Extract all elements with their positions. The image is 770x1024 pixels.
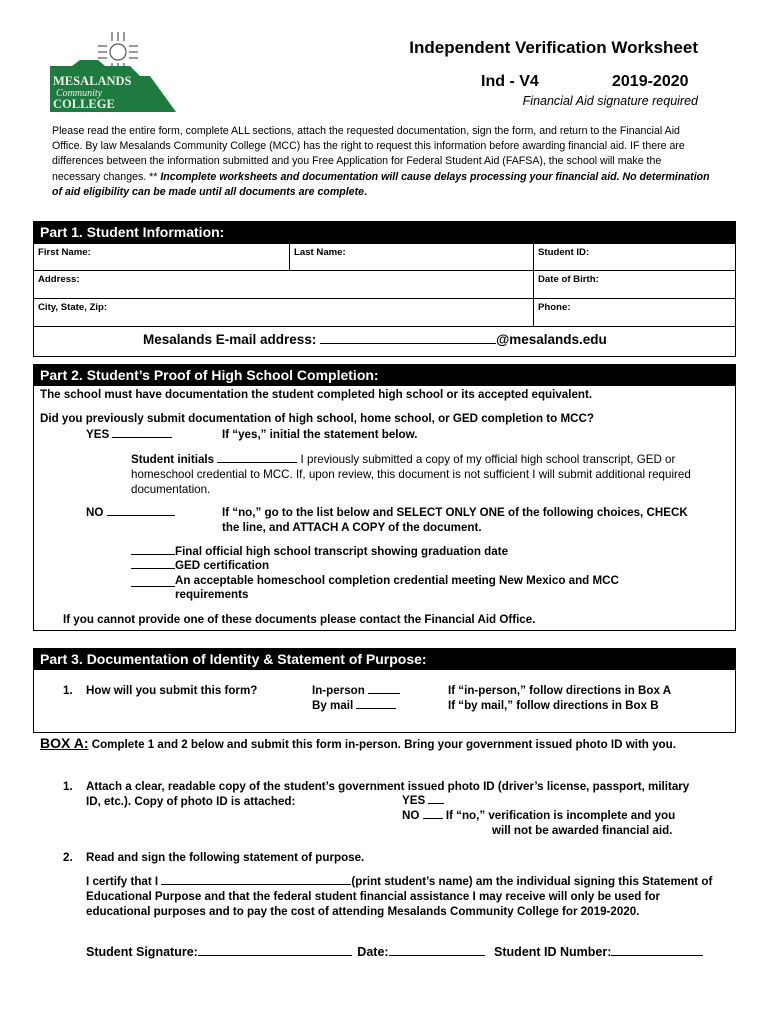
- last-name-field[interactable]: Last Name:: [290, 244, 534, 271]
- date-line[interactable]: [389, 954, 485, 956]
- submit-method-question: How will you submit this form?: [86, 684, 258, 697]
- box-a-instructions: BOX A: Complete 1 and 2 below and submit this form in-person. Bring your government issued photo ID with you.: [40, 735, 676, 751]
- part2-requirement: The school must have documentation the student completed high school or its accepted equivalent.: [40, 388, 593, 401]
- yes-line[interactable]: [112, 436, 172, 438]
- address-field[interactable]: Address:: [34, 271, 534, 299]
- statement-of-purpose: I certify that I (print student’s name) am the individual signing this Statement of Educational Purpose and that the federal student financial assistance I may receive will only be used for educational purposes and to pay the cost of attending Mesalands Community College for 2019-2020.: [86, 875, 713, 919]
- in-person-note: If “in-person,” follow directions in Box A: [448, 684, 672, 697]
- document-choices: [131, 545, 691, 603]
- signature-line[interactable]: [198, 954, 352, 956]
- in-person-option: In-person: [312, 684, 400, 697]
- in-person-line[interactable]: [368, 692, 400, 694]
- part3-header: Part 3. Documentation of Identity & Statement of Purpose:: [33, 648, 736, 670]
- initials-line[interactable]: [217, 461, 297, 463]
- form-code: Ind - V4: [481, 73, 539, 90]
- part2-question: Did you previously submit documentation of high school, home school, or GED completion to MCC?: [40, 412, 594, 425]
- phone-field[interactable]: Phone:: [534, 299, 736, 327]
- email-input[interactable]: [320, 342, 496, 344]
- photo-id-yes: YES: [402, 794, 444, 807]
- svg-text:COLLEGE: COLLEGE: [53, 97, 115, 111]
- photo-id-instruction: Attach a clear, readable copy of the student’s government issued photo ID (driver’s license, passport, military ID, etc.). Copy of photo ID is attached:: [86, 780, 690, 808]
- city-state-zip-field[interactable]: City, State, Zip:: [34, 299, 534, 327]
- choice-line[interactable]: [131, 553, 175, 555]
- part2-no-row: NO: [86, 506, 175, 519]
- student-id-field[interactable]: Student ID:: [534, 244, 736, 271]
- instructions-emphasis: Incomplete worksheets and documentation will cause delays processing your financial aid. No determination of aid eligibility can be made until all documents are complete: [52, 170, 710, 198]
- first-name-field[interactable]: First Name:: [34, 244, 290, 271]
- photo-id-no: NO If “no,” verification is incomplete and you: [402, 809, 676, 822]
- no-line[interactable]: [107, 514, 175, 516]
- signature-row: Student Signature: Date: Student ID Number:: [86, 945, 703, 959]
- no-note: If “no,” go to the list below and SELECT ONLY ONE of the following choices, CHECK the line, and ATTACH A COPY of the document.: [222, 506, 688, 534]
- photo-id-no-line[interactable]: [423, 817, 443, 819]
- choice-line[interactable]: [131, 567, 175, 569]
- box-a-label: BOX A:: [40, 735, 89, 751]
- by-mail-line[interactable]: [356, 707, 396, 709]
- choice-ged: GED certification: [131, 559, 691, 573]
- part2-yes-row: YES: [86, 428, 172, 441]
- svg-text:Community: Community: [56, 88, 103, 99]
- email-row: Mesalands E-mail address: @mesalands.edu: [34, 327, 736, 357]
- logo-text: MESALANDS: [53, 74, 132, 88]
- photo-id-yes-line[interactable]: [428, 802, 444, 804]
- part1-header: Part 1. Student Information:: [33, 221, 736, 243]
- yes-note: If “yes,” initial the statement below.: [222, 428, 418, 441]
- student-info-table: [33, 243, 736, 357]
- instructions: Please read the entire form, complete ALL sections, attach the requested documentation, sign the form, and return to the Financial Aid Office. By law Mesalands Community College (MCC) has the right to request this information before awarding financial aid. IF there are differences between the information submitted and you Free Application for Federal Student Aid (FAFSA), the school will make the necessary changes. ** Incomplete worksheets and documentation will cause delays processing your financial aid. No determination of aid eligibility can be made until all documents are complete.: [52, 125, 710, 198]
- by-mail-note: If “by mail,” follow directions in Box B: [448, 699, 659, 712]
- student-id-line[interactable]: [611, 954, 703, 956]
- by-mail-option: By mail: [312, 699, 396, 712]
- signature-note: Financial Aid signature required: [522, 94, 698, 108]
- initials-statement: Student initials I previously submitted a copy of my official high school transcript, GED or homeschool credential to MCC. If, upon review, this document is not sufficient I will submit additional required documentation.: [131, 453, 691, 496]
- choice-line[interactable]: [131, 574, 175, 587]
- college-logo: [50, 30, 180, 112]
- statement-instruction: Read and sign the following statement of purpose.: [86, 851, 365, 864]
- choice-transcript: Final official high school transcript showing graduation date: [131, 545, 691, 559]
- contact-note: If you cannot provide one of these documents please contact the Financial Aid Office.: [63, 613, 536, 626]
- award-year: 2019-2020: [612, 73, 689, 90]
- student-name-line[interactable]: [161, 883, 351, 885]
- part2-header: Part 2. Student’s Proof of High School Completion:: [33, 364, 736, 386]
- form-title: Independent Verification Worksheet: [409, 38, 698, 57]
- photo-id-no-note: will not be awarded financial aid.: [492, 824, 673, 837]
- choice-homeschool: An acceptable homeschool completion credential meeting New Mexico and MCC requirements: [131, 574, 691, 603]
- dob-field[interactable]: Date of Birth:: [534, 271, 736, 299]
